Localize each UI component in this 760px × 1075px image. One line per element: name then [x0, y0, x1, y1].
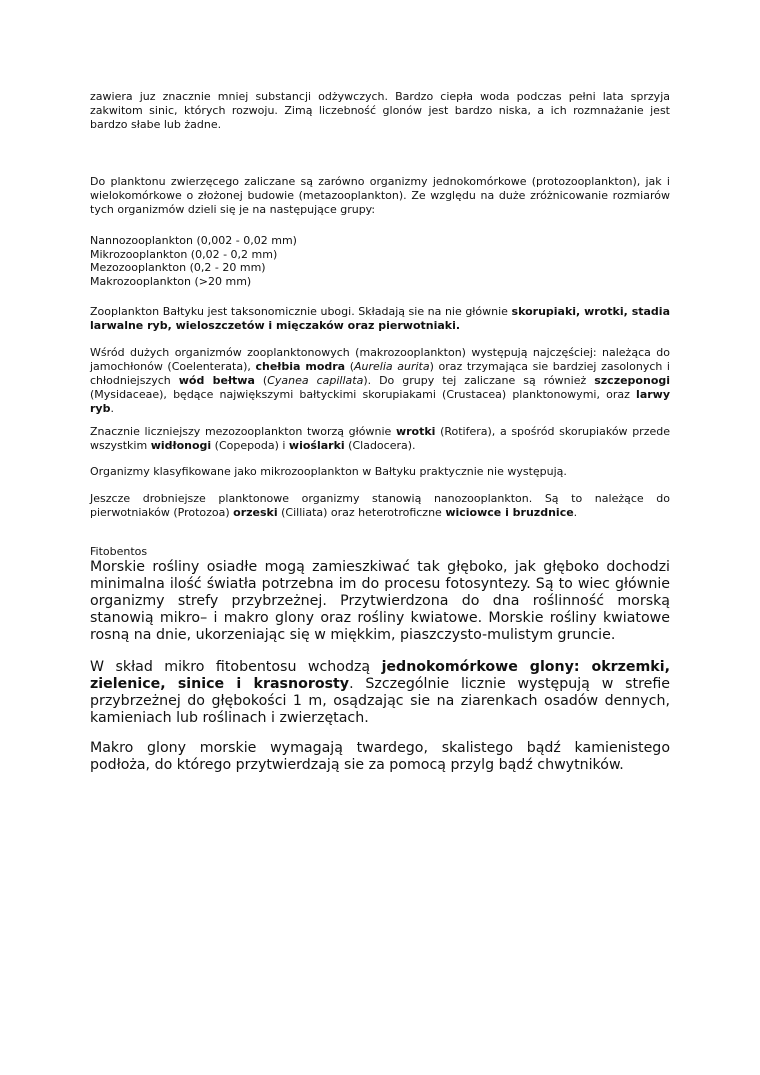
bold-term: wód bełtwa: [178, 374, 255, 387]
italic-species: Cyanea capillata: [267, 374, 364, 387]
paragraph-phytobenthos: Morskie rośliny osiadłe mogą zamieszkiwać tak głęboko, jak głęboko dochodzi minimalna ilość światła potrzebna im do procesu fotosyntezy. Są to wiec głównie organizmy strefy przybrzeżnej. Przytwierdzona do dna roślinność morską stanowią mikro– i makro glony oraz rośliny kwiatowe. Morskie rośliny kwiatowe rosną na dnie, ukorzeniając się w miękkim, piaszczysto-mulistym gruncie.: [90, 559, 670, 643]
bold-term: larwy ryb: [90, 388, 670, 415]
bold-term: wiciowce i bruzdnice: [445, 506, 574, 519]
paragraph-nanozooplankton: Jeszcze drobniejsze planktonowe organizmy stanowią nanozooplankton. Są to należące do pierwotniaków (Protozoa) orzeski (Cilliata) oraz heterotroficzne wiciowce i bruzdnice.: [90, 492, 670, 519]
bold-term: jednokomórkowe glony: okrzemki, zielenice, sinice i krasnorosty: [90, 659, 670, 692]
list-item: Nannozooplankton (0,002 - 0,02 mm): [90, 234, 297, 247]
italic-species: Aurelia aurita: [354, 360, 430, 373]
list-item: Mikrozooplankton (0,02 - 0,2 mm): [90, 247, 278, 261]
list-item: Makrozooplankton (>20 mm): [90, 274, 252, 288]
section-heading: Fitobentos: [90, 545, 148, 558]
bold-term: wioślarki: [288, 439, 345, 452]
list-item: Mezozooplankton (0,2 - 20 mm): [90, 261, 266, 274]
paragraph-macrozooplankton: Wśród dużych organizmów zooplanktonowych (makrozooplankton) występują najczęściej: należąca do jamochłonów (Coelenterata), chełbia modra (Aurelia aurita) oraz trzymająca sie bardziej zasolonych i chłodniejszych wód bełtwa (Cyanea capillata). Do grupy tej zaliczane są również szczeponogi (Mysidaceae), będące największymi bałtyckimi skorupiakami (Crustacea) planktonowymi, oraz larwy ryb.: [90, 346, 671, 415]
paragraph-micro-phytobenthos: W skład mikro fitobentosu wchodzą jednokomórkowe glony: okrzemki, zielenice, sinice i krasnorosty. Szczególnie licznie występują w strefie przybrzeżnej do głębokości 1 m, osądzając sie na ziarenkach osadów dennych, kamieniach lub roślinach i zwierzętach.: [90, 659, 670, 726]
paragraph-mesozooplankton: Znacznie liczniejszy mezozooplankton tworzą głównie wrotki (Rotifera), a spośród skorupiaków przede wszystkim widłonogi (Copepoda) i wioślarki (Cladocera).: [90, 425, 670, 452]
paragraph-baltic-zooplankton: Zooplankton Bałtyku jest taksonomicznie ubogi. Składają sie na nie głównie skorupiaki, wrotki, stadia larwalne ryb, wieloszczetów i mięczaków oraz pierwotniaki.: [90, 305, 670, 332]
paragraph-phytoplankton-end: zawiera juz znacznie mniej substancji odżywczych. Bardzo ciepła woda podczas pełni lata sprzyja zakwitom sinic, których rozwoju. Zimą liczebność glonów jest bardzo niska, a ich rozmnażanie jest bardzo słabe lub żadne.: [90, 90, 670, 131]
paragraph-macro-algae: Makro glony morskie wymagają twardego, skalistego bądź kamienistego podłoża, do którego przytwierdzają sie za pomocą przylg bądź chwytników.: [90, 740, 670, 773]
bold-term: skorupiaki, wrotki, stadia larwalne ryb, wieloszczetów i mięczaków oraz pierwotniaki.: [90, 305, 670, 332]
bold-term: wrotki: [395, 425, 436, 438]
size-groups-list: [90, 234, 670, 288]
paragraph-zooplankton-intro: Do planktonu zwierzęcego zaliczane są zarówno organizmy jednokomórkowe (protozooplankton), jak i wielokomórkowe o złożonej budowie (metazooplankton). Ze względu na duże zróżnicowanie rozmiarów tych organizmów dzieli się je na następujące grupy:: [90, 175, 670, 216]
bold-term: chełbia modra: [255, 360, 346, 373]
paragraph-microzooplankton: Organizmy klasyfikowane jako mikrozooplankton w Bałtyku praktycznie nie występują.: [90, 465, 567, 478]
bold-term: szczeponogi: [594, 374, 671, 387]
bold-term: orzeski: [233, 506, 278, 519]
bold-term: widłonogi: [150, 439, 212, 452]
